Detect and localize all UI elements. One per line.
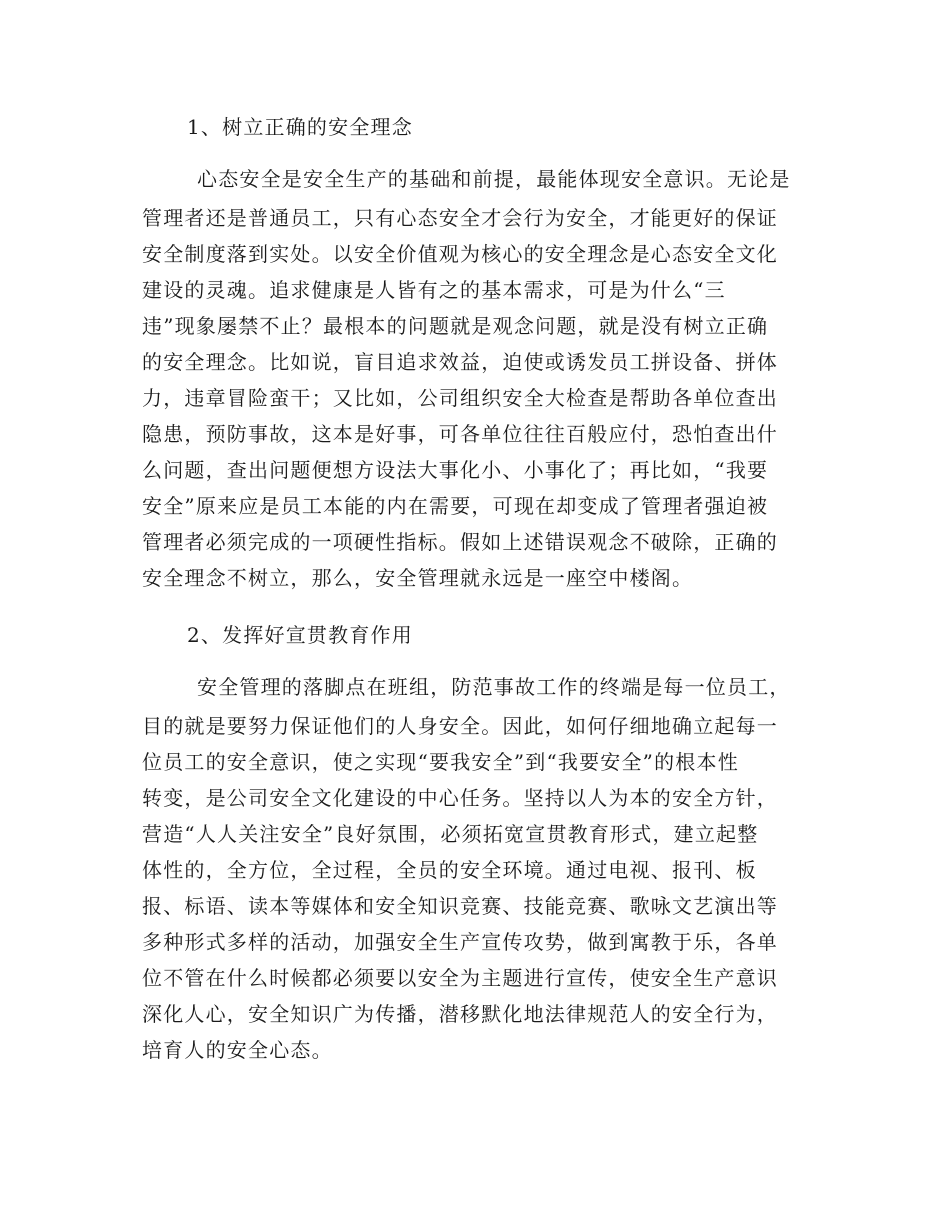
paragraph-line: 体性的，全方位，全过程，全员的安全环境。通过电视、报刊、板 (142, 858, 757, 882)
paragraph-line: 建设的灵魂。追求健康是人皆有之的基本需求，可是为什么“三 (142, 278, 726, 302)
paragraph-line: 安全制度落到实处。以安全价值观为核心的安全理念是心态安全文化 (142, 242, 778, 266)
paragraph-line: 转变，是公司安全文化建设的中心任务。坚持以人为本的安全方针， (142, 786, 778, 810)
paragraph-line: 管理者必须完成的一项硬性指标。假如上述错误观念不破除，正确的 (142, 530, 778, 554)
paragraph-line: 违”现象屡禁不止？最根本的问题就是观念问题，就是没有树立正确 (142, 314, 769, 338)
paragraph-line: 营造“人人关注安全”良好氛围，必须拓宽宣贯教育形式，建立起整 (142, 822, 759, 846)
paragraph-line: 多种形式多样的活动，加强安全生产宣传攻势，做到寓教于乐，各单 (142, 930, 778, 954)
paragraph-line: 培育人的安全心态。 (142, 1038, 333, 1062)
paragraph-line: 管理者还是普通员工，只有心态安全才会行为安全，才能更好的保证 (142, 206, 778, 230)
section-heading: 2、发挥好宣贯教育作用 (187, 623, 413, 647)
paragraph-line: 位员工的安全意识，使之实现“要我安全”到“我要安全”的根本性 (142, 750, 739, 774)
section-heading: 1、树立正确的安全理念 (187, 115, 413, 139)
paragraph-line: 报、标语、读本等媒体和安全知识竞赛、技能竞赛、歌咏文艺演出等 (142, 894, 778, 918)
paragraph-line: 隐患，预防事故，这本是好事，可各单位往往百般应付，恐怕查出什 (142, 422, 778, 446)
paragraph-line: 深化人心，安全知识广为传播，潜移默化地法律规范人的安全行为， (142, 1002, 778, 1026)
paragraph-line: 目的就是要努力保证他们的人身安全。因此，如何仔细地确立起每一 (142, 714, 778, 738)
paragraph-line: 心态安全是安全生产的基础和前提，最能体现安全意识。无论是 (197, 167, 791, 191)
paragraph-line: 安全”原来应是员工本能的内在需要，可现在却变成了管理者强迫被 (142, 494, 769, 518)
paragraph-line: 安全理念不树立，那么，安全管理就永远是一座空中楼阁。 (142, 566, 694, 590)
paragraph-line: 力，违章冒险蛮干；又比如，公司组织安全大检查是帮助各单位查出 (142, 386, 778, 410)
paragraph-line: 安全管理的落脚点在班组，防范事故工作的终端是每一位员工， (197, 675, 791, 699)
paragraph-line: 的安全理念。比如说，盲目追求效益，迫使或诱发员工拼设备、拼体 (142, 350, 778, 374)
paragraph-line: 么问题，查出问题便想方设法大事化小、小事化了；再比如，“我要 (142, 458, 769, 482)
paragraph-line: 位不管在什么时候都必须要以安全为主题进行宣传，使安全生产意识 (142, 966, 778, 990)
